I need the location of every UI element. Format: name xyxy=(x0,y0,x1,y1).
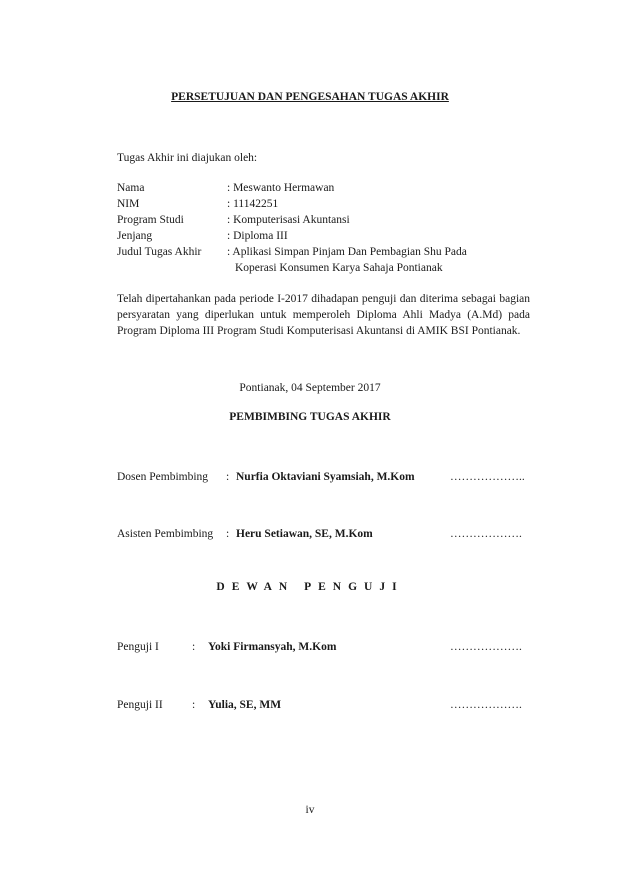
assistant-supervisor-colon: : xyxy=(226,528,230,540)
supervisors-heading: PEMBIMBING TUGAS AKHIR xyxy=(229,411,391,423)
field-label-jenjang: Jenjang xyxy=(117,230,153,242)
examiner-role: Penguji II xyxy=(117,699,163,711)
intro-text: Tugas Akhir ini diajukan oleh: xyxy=(117,152,258,164)
assistant-supervisor-name: Heru Setiawan, SE, M.Kom xyxy=(236,528,373,540)
signature-line: ………………. xyxy=(450,528,522,540)
document-title: PERSETUJUAN DAN PENGESAHAN TUGAS AKHIR xyxy=(171,91,449,103)
page-number: iv xyxy=(305,804,315,816)
field-label-program-studi: Program Studi xyxy=(117,214,184,226)
field-value-nim: : 11142251 xyxy=(227,198,279,210)
field-label-judul: Judul Tugas Akhir xyxy=(117,246,202,258)
field-value-nama: : Meswanto Hermawan xyxy=(227,182,335,194)
signature-line: ……………….. xyxy=(450,471,525,483)
field-value-jenjang: : Diploma III xyxy=(227,230,288,242)
examiner-colon: : xyxy=(192,699,196,711)
examiner-role: Penguji I xyxy=(117,641,159,653)
statement-paragraph: Telah dipertahankan pada periode I-2017 dihadapan penguji dan diterima sebagai bagian persyaratan yang diperlukan untuk memperoleh Diploma Ahli Madya (A.Md) pada Program Diploma III Program Studi Komputerisasi Akuntansi di AMIK BSI Pontianak. xyxy=(117,293,530,337)
supervisor-role: Dosen Pembimbing xyxy=(117,471,209,483)
field-value-judul: : Aplikasi Simpan Pinjam Dan Pembagian Shu Pada xyxy=(227,246,467,258)
supervisor-colon: : xyxy=(226,471,230,483)
examiners-heading: DEWAN PENGUJI xyxy=(216,581,404,593)
assistant-supervisor-role: Asisten Pembimbing xyxy=(117,528,214,540)
field-label-nama: Nama xyxy=(117,182,145,194)
supervisor-name: Nurfia Oktaviani Syamsiah, M.Kom xyxy=(236,471,415,483)
examiner-name: Yulia, SE, MM xyxy=(208,699,282,711)
field-value-program-studi: : Komputerisasi Akuntansi xyxy=(227,214,350,226)
signature-line: ………………. xyxy=(450,699,522,711)
examiner-colon: : xyxy=(192,641,196,653)
field-label-nim: NIM xyxy=(117,198,140,210)
examiner-name: Yoki Firmansyah, M.Kom xyxy=(208,641,337,653)
signature-line: ………………. xyxy=(450,641,522,653)
field-value-judul-line2: Koperasi Konsumen Karya Sahaja Pontianak xyxy=(235,262,443,274)
place-date: Pontianak, 04 September 2017 xyxy=(239,382,381,394)
